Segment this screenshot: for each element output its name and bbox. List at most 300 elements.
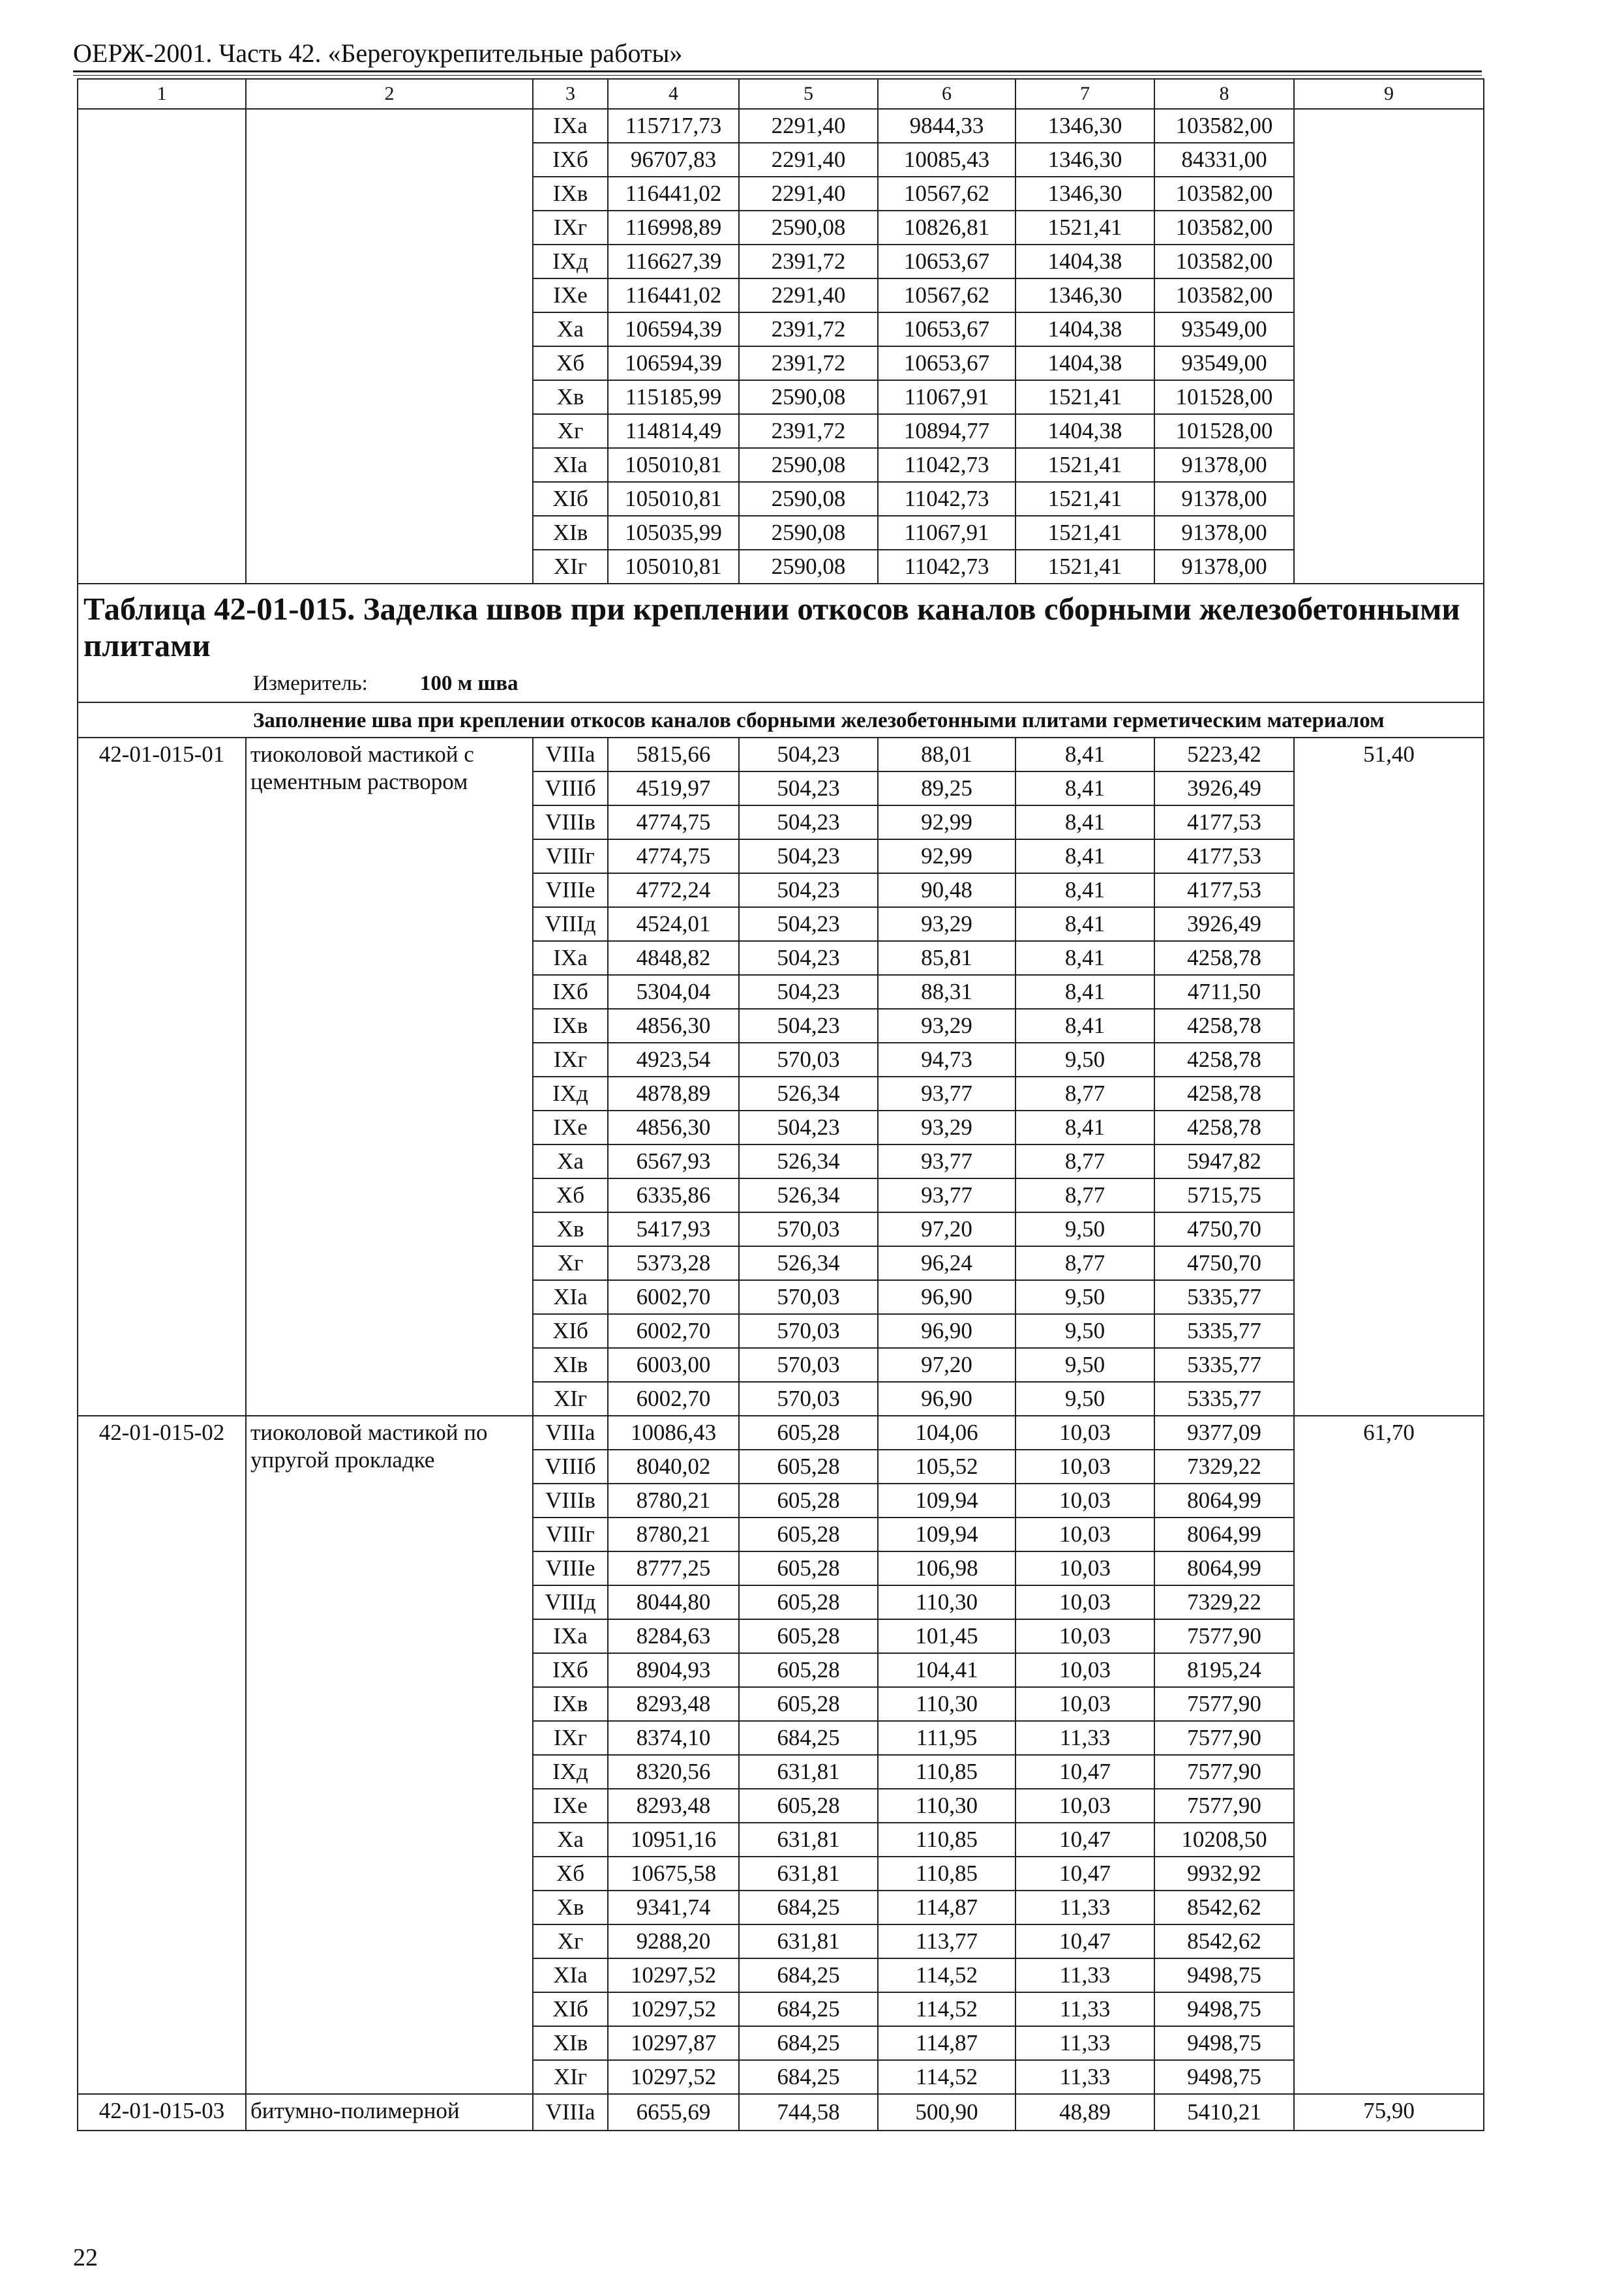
measure-line xyxy=(83,664,1478,702)
table-cell: 105010,81 xyxy=(608,550,739,584)
table-cell: 4774,75 xyxy=(608,839,739,873)
table-cell: 570,03 xyxy=(739,1043,878,1077)
table-cell: 8,41 xyxy=(1015,907,1154,941)
table-cell: VIIIе xyxy=(533,873,608,907)
item-name: битумно-полимерной xyxy=(246,2094,533,2131)
name-cell-empty xyxy=(246,109,533,584)
table-cell: 9377,09 xyxy=(1154,1416,1294,1450)
table-cell: IXб xyxy=(533,975,608,1009)
item-code: 42-01-015-02 xyxy=(78,1416,246,2094)
table-cell: VIIIд xyxy=(533,907,608,941)
table-cell: 97,20 xyxy=(878,1348,1015,1382)
table-cell: 11,33 xyxy=(1015,1958,1154,1992)
column-number-cell: 5 xyxy=(739,79,878,109)
table-cell: XIб xyxy=(533,1314,608,1348)
table-cell: 10,03 xyxy=(1015,1484,1154,1518)
table-cell: 10,03 xyxy=(1015,1518,1154,1551)
table-cell: 4258,78 xyxy=(1154,1111,1294,1144)
table-cell: 10,03 xyxy=(1015,1619,1154,1653)
table-cell: Xв xyxy=(533,1212,608,1246)
table-cell: 7577,90 xyxy=(1154,1721,1294,1755)
table-cell: XIб xyxy=(533,1992,608,2026)
table-cell: 103582,00 xyxy=(1154,245,1294,278)
table-cell: 10,47 xyxy=(1015,1755,1154,1789)
table-cell: 91378,00 xyxy=(1154,448,1294,482)
table-cell: 5223,42 xyxy=(1154,738,1294,771)
table-cell: 8,41 xyxy=(1015,1009,1154,1043)
table-cell: 8,41 xyxy=(1015,1111,1154,1144)
table-cell: 103582,00 xyxy=(1154,211,1294,245)
col9-cell-empty xyxy=(1294,109,1484,584)
table-cell: 93549,00 xyxy=(1154,312,1294,346)
table-cell: 101528,00 xyxy=(1154,380,1294,414)
table-cell: 11,33 xyxy=(1015,1891,1154,1924)
table-cell: 9498,75 xyxy=(1154,1992,1294,2026)
table-cell: 8293,48 xyxy=(608,1789,739,1823)
table-cell: VIIIд xyxy=(533,1585,608,1619)
table-row xyxy=(78,109,1484,143)
table-cell: 10297,87 xyxy=(608,2026,739,2060)
table-cell: 10,03 xyxy=(1015,1687,1154,1721)
table-cell: 91378,00 xyxy=(1154,550,1294,584)
table-cell: 684,25 xyxy=(739,2060,878,2094)
table-cell: 114,52 xyxy=(878,1958,1015,1992)
table-cell: 101,45 xyxy=(878,1619,1015,1653)
column-number-cell: 2 xyxy=(246,79,533,109)
table-cell: 1404,38 xyxy=(1015,312,1154,346)
table-cell: 92,99 xyxy=(878,805,1015,839)
table-cell: IXб xyxy=(533,1653,608,1687)
section-heading-row xyxy=(78,702,1484,738)
table-cell: 10567,62 xyxy=(878,177,1015,211)
table-cell: 93549,00 xyxy=(1154,346,1294,380)
table-cell: 8,77 xyxy=(1015,1178,1154,1212)
table-cell: 93,29 xyxy=(878,1009,1015,1043)
table-cell: 1346,30 xyxy=(1015,278,1154,312)
table-cell: 504,23 xyxy=(739,873,878,907)
table-cell: 97,20 xyxy=(878,1212,1015,1246)
table-cell: 8044,80 xyxy=(608,1585,739,1619)
table-cell: 4848,82 xyxy=(608,941,739,975)
table-cell: 10,03 xyxy=(1015,1653,1154,1687)
table-cell: 2291,40 xyxy=(739,143,878,177)
table-cell: 11042,73 xyxy=(878,482,1015,516)
running-header: ОЕРЖ-2001. Часть 42. «Берегоукрепительные работы» xyxy=(73,38,683,68)
table-cell: 113,77 xyxy=(878,1924,1015,1958)
table-cell: 5715,75 xyxy=(1154,1178,1294,1212)
table-cell: 1521,41 xyxy=(1015,380,1154,414)
table-cell: 105010,81 xyxy=(608,448,739,482)
table-cell: 9,50 xyxy=(1015,1043,1154,1077)
table-cell: Xг xyxy=(533,1924,608,1958)
table-cell: 7329,22 xyxy=(1154,1585,1294,1619)
table-row xyxy=(78,738,1484,771)
item-col9: 51,40 xyxy=(1294,738,1484,1416)
table-cell: 11042,73 xyxy=(878,550,1015,584)
table-cell: 4856,30 xyxy=(608,1111,739,1144)
table-cell: 2590,08 xyxy=(739,516,878,550)
table-cell: 2590,08 xyxy=(739,448,878,482)
table-cell: 9,50 xyxy=(1015,1348,1154,1382)
table-cell: Xб xyxy=(533,1178,608,1212)
table-cell: 504,23 xyxy=(739,771,878,805)
table-row xyxy=(78,1416,1484,1450)
table-cell: 10,03 xyxy=(1015,1789,1154,1823)
table-cell: 10297,52 xyxy=(608,1992,739,2026)
table-cell: 504,23 xyxy=(739,805,878,839)
table-cell: 526,34 xyxy=(739,1178,878,1212)
table-cell: 93,77 xyxy=(878,1077,1015,1111)
table-cell: 684,25 xyxy=(739,1958,878,1992)
measure-value: 100 м шва xyxy=(419,672,519,695)
table-cell: 11067,91 xyxy=(878,516,1015,550)
table-cell: 106594,39 xyxy=(608,312,739,346)
table-cell: 10894,77 xyxy=(878,414,1015,448)
table-cell: IXа xyxy=(533,1619,608,1653)
table-cell: 116627,39 xyxy=(608,245,739,278)
item-code: 42-01-015-03 xyxy=(78,2094,246,2131)
table-cell: 96,24 xyxy=(878,1246,1015,1280)
table-cell: VIIIб xyxy=(533,1450,608,1484)
table-cell: 48,89 xyxy=(1015,2094,1154,2131)
table-cell: 10951,16 xyxy=(608,1823,739,1857)
table-cell: 5815,66 xyxy=(608,738,739,771)
table-cell: 10208,50 xyxy=(1154,1823,1294,1857)
table-cell: 4856,30 xyxy=(608,1009,739,1043)
table-cell: 8,77 xyxy=(1015,1077,1154,1111)
table-cell: 8,41 xyxy=(1015,941,1154,975)
table-cell: 90,48 xyxy=(878,873,1015,907)
table-cell: 1346,30 xyxy=(1015,109,1154,143)
table-cell: 8064,99 xyxy=(1154,1551,1294,1585)
table-cell: 2590,08 xyxy=(739,550,878,584)
table-cell: 91378,00 xyxy=(1154,482,1294,516)
table-cell: VIIIв xyxy=(533,1484,608,1518)
table-cell: VIIIг xyxy=(533,1518,608,1551)
table-cell: 116998,89 xyxy=(608,211,739,245)
table-cell: 504,23 xyxy=(739,839,878,873)
table-cell: 114,87 xyxy=(878,1891,1015,1924)
table-cell: Xв xyxy=(533,1891,608,1924)
table-cell: 94,73 xyxy=(878,1043,1015,1077)
table-cell: 11,33 xyxy=(1015,2026,1154,2060)
table-cell: 5335,77 xyxy=(1154,1314,1294,1348)
table-cell: IXд xyxy=(533,245,608,278)
table-cell: 96,90 xyxy=(878,1314,1015,1348)
table-cell: 605,28 xyxy=(739,1789,878,1823)
table-cell: 93,29 xyxy=(878,907,1015,941)
table-cell: 1521,41 xyxy=(1015,448,1154,482)
table-cell: 106594,39 xyxy=(608,346,739,380)
table-cell: 11,33 xyxy=(1015,2060,1154,2094)
table-cell: 96,90 xyxy=(878,1382,1015,1416)
table-cell: IXв xyxy=(533,177,608,211)
table-cell: 8777,25 xyxy=(608,1551,739,1585)
table-cell: 6655,69 xyxy=(608,2094,739,2131)
table-cell: 91378,00 xyxy=(1154,516,1294,550)
table-cell: 10675,58 xyxy=(608,1857,739,1891)
table-cell: 93,77 xyxy=(878,1178,1015,1212)
table-cell: 103582,00 xyxy=(1154,109,1294,143)
table-cell: 1521,41 xyxy=(1015,516,1154,550)
table-cell: XIа xyxy=(533,1280,608,1314)
table-cell: 116441,02 xyxy=(608,278,739,312)
table-cell: 10297,52 xyxy=(608,2060,739,2094)
table-cell: 9498,75 xyxy=(1154,2060,1294,2094)
table-cell: 9,50 xyxy=(1015,1314,1154,1348)
table-cell: 111,95 xyxy=(878,1721,1015,1755)
table-cell: VIIIв xyxy=(533,805,608,839)
table-cell: 1404,38 xyxy=(1015,346,1154,380)
table-cell: 504,23 xyxy=(739,941,878,975)
table-cell: 8,41 xyxy=(1015,839,1154,873)
table-cell: 8,77 xyxy=(1015,1144,1154,1178)
table-cell: 114,52 xyxy=(878,2060,1015,2094)
table-cell: 8,41 xyxy=(1015,805,1154,839)
table-cell: 114814,49 xyxy=(608,414,739,448)
table-cell: 88,01 xyxy=(878,738,1015,771)
table-cell: 101528,00 xyxy=(1154,414,1294,448)
table-cell: 110,85 xyxy=(878,1823,1015,1857)
table-cell: 110,85 xyxy=(878,1857,1015,1891)
item-name: тиоколовой мастикой по упругой прокладке xyxy=(246,1416,533,2094)
table-cell: VIIIа xyxy=(533,1416,608,1450)
table-cell: 3926,49 xyxy=(1154,771,1294,805)
table-cell: IXа xyxy=(533,109,608,143)
table-cell: 5335,77 xyxy=(1154,1382,1294,1416)
table-cell: 4711,50 xyxy=(1154,975,1294,1009)
table-cell: 2291,40 xyxy=(739,109,878,143)
table-cell: 10567,62 xyxy=(878,278,1015,312)
table-cell: 10653,67 xyxy=(878,312,1015,346)
table-cell: 8542,62 xyxy=(1154,1891,1294,1924)
table-cell: 10,03 xyxy=(1015,1585,1154,1619)
table-cell: 2590,08 xyxy=(739,380,878,414)
table-cell: Xа xyxy=(533,1823,608,1857)
table-cell: 2590,08 xyxy=(739,211,878,245)
table-cell: 8064,99 xyxy=(1154,1518,1294,1551)
table-cell: XIа xyxy=(533,448,608,482)
table-cell: 8064,99 xyxy=(1154,1484,1294,1518)
table-cell: 10085,43 xyxy=(878,143,1015,177)
table-cell: 8904,93 xyxy=(608,1653,739,1687)
table-cell: 631,81 xyxy=(739,1857,878,1891)
table-cell: 8780,21 xyxy=(608,1484,739,1518)
table-cell: 10,03 xyxy=(1015,1450,1154,1484)
table-cell: 526,34 xyxy=(739,1144,878,1178)
table-cell: Xб xyxy=(533,346,608,380)
page-number: 22 xyxy=(73,2244,98,2271)
table-cell: 504,23 xyxy=(739,975,878,1009)
table-cell: 2291,40 xyxy=(739,177,878,211)
measure-label: Измеритель: xyxy=(253,672,368,695)
table-cell: 4524,01 xyxy=(608,907,739,941)
table-cell: 110,30 xyxy=(878,1585,1015,1619)
table-cell: 4923,54 xyxy=(608,1043,739,1077)
rates-table-body xyxy=(78,79,1484,2131)
table-cell: 96,90 xyxy=(878,1280,1015,1314)
table-cell: 5417,93 xyxy=(608,1212,739,1246)
table-cell: 8542,62 xyxy=(1154,1924,1294,1958)
table-cell: IXг xyxy=(533,211,608,245)
table-cell: 4519,97 xyxy=(608,771,739,805)
column-number-cell: 4 xyxy=(608,79,739,109)
table-cell: Xв xyxy=(533,380,608,414)
table-cell: Xб xyxy=(533,1857,608,1891)
table-cell: 9,50 xyxy=(1015,1280,1154,1314)
table-cell: 6335,86 xyxy=(608,1178,739,1212)
table-cell: 526,34 xyxy=(739,1077,878,1111)
table-cell: 4878,89 xyxy=(608,1077,739,1111)
table-cell: 1346,30 xyxy=(1015,177,1154,211)
table-cell: 8195,24 xyxy=(1154,1653,1294,1687)
section-heading: Заполнение шва при креплении откосов каналов сборными железобетонными плитами герметическим материалом xyxy=(78,702,1484,738)
table-cell: 8780,21 xyxy=(608,1518,739,1551)
table-cell: XIв xyxy=(533,1348,608,1382)
table-cell: 6002,70 xyxy=(608,1382,739,1416)
table-cell: 8,41 xyxy=(1015,771,1154,805)
table-cell: 115717,73 xyxy=(608,109,739,143)
table-cell: 526,34 xyxy=(739,1246,878,1280)
table-cell: 4177,53 xyxy=(1154,873,1294,907)
table-cell: 109,94 xyxy=(878,1518,1015,1551)
table-cell: 10,47 xyxy=(1015,1924,1154,1958)
table-cell: 8,77 xyxy=(1015,1246,1154,1280)
table-cell: XIа xyxy=(533,1958,608,1992)
table-cell: 10826,81 xyxy=(878,211,1015,245)
table-cell: 8320,56 xyxy=(608,1755,739,1789)
table-cell: Xа xyxy=(533,312,608,346)
table-cell: 10653,67 xyxy=(878,245,1015,278)
table-cell: 4258,78 xyxy=(1154,941,1294,975)
table-cell: 116441,02 xyxy=(608,177,739,211)
table-cell: 684,25 xyxy=(739,2026,878,2060)
table-cell: 10,47 xyxy=(1015,1857,1154,1891)
table-cell: 110,30 xyxy=(878,1687,1015,1721)
table-cell: 5335,77 xyxy=(1154,1348,1294,1382)
table-cell: 605,28 xyxy=(739,1653,878,1687)
table-cell: 106,98 xyxy=(878,1551,1015,1585)
table-cell: 570,03 xyxy=(739,1280,878,1314)
table-title-cell xyxy=(78,584,1484,702)
table-cell: 4258,78 xyxy=(1154,1009,1294,1043)
table-cell: 631,81 xyxy=(739,1755,878,1789)
table-cell: 10,03 xyxy=(1015,1416,1154,1450)
table-cell: 5410,21 xyxy=(1154,2094,1294,2131)
table-cell: XIв xyxy=(533,2026,608,2060)
table-cell: 504,23 xyxy=(739,738,878,771)
table-cell: IXд xyxy=(533,1077,608,1111)
table-cell: 9932,92 xyxy=(1154,1857,1294,1891)
table-row xyxy=(78,2094,1484,2131)
table-cell: 1521,41 xyxy=(1015,211,1154,245)
table-cell: 93,77 xyxy=(878,1144,1015,1178)
table-cell: 8040,02 xyxy=(608,1450,739,1484)
table-cell: 105010,81 xyxy=(608,482,739,516)
table-cell: 114,52 xyxy=(878,1992,1015,2026)
table-cell: 11,33 xyxy=(1015,1992,1154,2026)
table-cell: 570,03 xyxy=(739,1348,878,1382)
table-cell: 684,25 xyxy=(739,1721,878,1755)
header-rule-thick xyxy=(73,70,1482,72)
table-cell: 605,28 xyxy=(739,1585,878,1619)
table-cell: 96707,83 xyxy=(608,143,739,177)
table-cell: IXе xyxy=(533,1789,608,1823)
table-cell: 9498,75 xyxy=(1154,2026,1294,2060)
table-cell: Xа xyxy=(533,1144,608,1178)
table-cell: VIIIа xyxy=(533,738,608,771)
table-cell: 631,81 xyxy=(739,1823,878,1857)
column-number-cell: 6 xyxy=(878,79,1015,109)
table-cell: XIб xyxy=(533,482,608,516)
table-cell: 105035,99 xyxy=(608,516,739,550)
table-title: Таблица 42-01-015. Заделка швов при креплении откосов каналов сборными железобетонными плитами xyxy=(83,591,1460,663)
table-cell: 744,58 xyxy=(739,2094,878,2131)
table-cell: 1404,38 xyxy=(1015,414,1154,448)
table-cell: 504,23 xyxy=(739,1009,878,1043)
table-cell: 7329,22 xyxy=(1154,1450,1294,1484)
table-cell: 10,03 xyxy=(1015,1551,1154,1585)
table-cell: IXе xyxy=(533,1111,608,1144)
table-cell: 104,06 xyxy=(878,1416,1015,1450)
table-cell: 11042,73 xyxy=(878,448,1015,482)
table-cell: 4750,70 xyxy=(1154,1246,1294,1280)
table-cell: 103582,00 xyxy=(1154,278,1294,312)
table-cell: 504,23 xyxy=(739,907,878,941)
header-rule-thin xyxy=(73,75,1482,76)
table-cell: 1521,41 xyxy=(1015,550,1154,584)
table-cell: 605,28 xyxy=(739,1687,878,1721)
table-cell: 93,29 xyxy=(878,1111,1015,1144)
table-cell: VIIIе xyxy=(533,1551,608,1585)
table-cell: 8,41 xyxy=(1015,975,1154,1009)
table-cell: 89,25 xyxy=(878,771,1015,805)
table-cell: 2391,72 xyxy=(739,346,878,380)
column-number-cell: 3 xyxy=(533,79,608,109)
table-cell: 6002,70 xyxy=(608,1314,739,1348)
table-cell: 684,25 xyxy=(739,1992,878,2026)
table-cell: 7577,90 xyxy=(1154,1755,1294,1789)
table-cell: 9,50 xyxy=(1015,1382,1154,1416)
table-cell: 7577,90 xyxy=(1154,1789,1294,1823)
table-cell: 8284,63 xyxy=(608,1619,739,1653)
table-cell: 8,41 xyxy=(1015,738,1154,771)
table-cell: 7577,90 xyxy=(1154,1619,1294,1653)
table-cell: 114,87 xyxy=(878,2026,1015,2060)
table-cell: 3926,49 xyxy=(1154,907,1294,941)
table-cell: 4774,75 xyxy=(608,805,739,839)
table-cell: 10,47 xyxy=(1015,1823,1154,1857)
table-cell: 5373,28 xyxy=(608,1246,739,1280)
table-cell: 11,33 xyxy=(1015,1721,1154,1755)
table-cell: 104,41 xyxy=(878,1653,1015,1687)
table-cell: 4772,24 xyxy=(608,873,739,907)
code-cell-empty xyxy=(78,109,246,584)
table-cell: 6002,70 xyxy=(608,1280,739,1314)
item-col9: 75,90 xyxy=(1294,2094,1484,2131)
table-cell: XIв xyxy=(533,516,608,550)
table-cell: 6567,93 xyxy=(608,1144,739,1178)
table-cell: 5304,04 xyxy=(608,975,739,1009)
table-cell: 9844,33 xyxy=(878,109,1015,143)
table-cell: 92,99 xyxy=(878,839,1015,873)
table-cell: VIIIа xyxy=(533,2094,608,2131)
table-cell: 605,28 xyxy=(739,1551,878,1585)
table-cell: 110,30 xyxy=(878,1789,1015,1823)
table-cell: IXе xyxy=(533,278,608,312)
table-cell: 504,23 xyxy=(739,1111,878,1144)
table-cell: 10086,43 xyxy=(608,1416,739,1450)
